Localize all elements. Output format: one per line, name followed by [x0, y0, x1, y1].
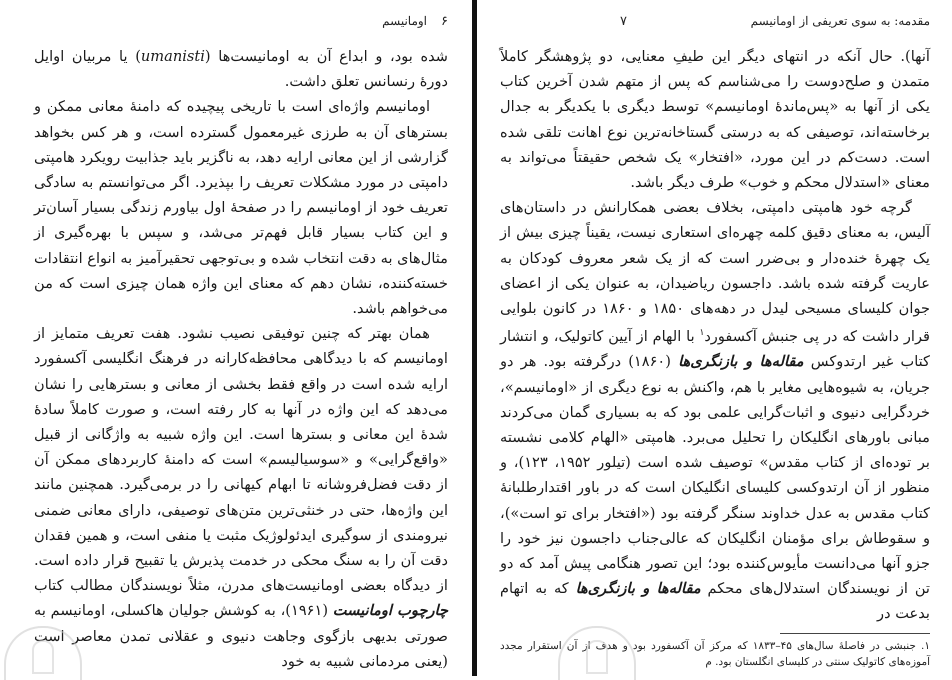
running-head-title-left: اومانیسم: [382, 14, 428, 28]
text-run: همان بهتر که چنین توفیقی نصیب نشود. هفت تعریف متمایز از اومانیسم که با دیدگاهی محافظه‌کارانه در فرهنگ انگلیسی آکسفورد ارایه شده است در واقع فقط بخشی از معانی و بسترهایی را نشان می‌دهد که این واژه در آنها به کار رفته است، و صورت کاملاً سادهٔ شدهٔ این معانی و بسترها است. این واژه شبیه به واژگانی از قبیل «واقع‌گرایی» و «سوسیالیسم» است که دامنهٔ کاربردهای ممکن آن از دقت فضل‌فروشانه تا ابهام کیهانی را در برمی‌گیرد. همچنین مانند این واژه‌ها، حتی در خنثی‌ترین متن‌های توصیفی، دارای معانی ضمنی نیرومندی از سوگیری ایدئولوژیک مثبت یا منفی است، و همین فقدان دقت آن را به سنگ محکی در خدمت پذیرش یا تقبیح قرار داده است. از دیدگاه بعضی اومانیست‌های مدرن، مثلاً نویسندگان مطالب کتاب: [34, 325, 448, 595]
paragraph: [34, 44, 448, 94]
text-run: (۱۸۶۰) درگرفته بود. هر دو جریان، به شیوه‌هایی مغایر با هم، واکنش به نوع دیگری از «اومانیسم»، خردگرایی دنیوی و اثبات‌گرایی علمی بود که به بسیاری گمان می‌کردند مبانی باورهای انگلیکان را تحلیل می‌برد. هامپتی «الهام کلامی نشسته بر توده‌ای از کتاب مقدس» توصیف شده است (تیلور ۱۹۵۲، ۱۲۳)، و منظور از آن ارتدوکسی کلیسای انگلیکان است که در باور اقتدارطلبانهٔ کتاب مقدس به عدل خداوند سنگر گرفته بود («افتخار برای تو است»)، و سقوطاش برای مؤمنان انگلیکان که عالی‌جناب داجسون نیز خود را جزو آنها می‌دانست مأیوس‌کننده بود؛ این تصور هنگامی پیش آمد که دو تن از نویسندگان استدلال‌های محکم: [500, 353, 930, 598]
text-run: آنها). حال آنکه در انتهای دیگر این طیفِ معنایی، دو پژوهشگر کاملاً متمدن و صلح‌دوست را می‌شناسم که پس از متهم شدن آخرین کتاب یکی از آنها به «پس‌ماندهٔ اومانیسم» توسط دیگری با یکدیگر به جدال برخاسته‌اند، توصیفی که به درستی گستاخانه‌ترین نوع اهانت تلقی شده است. دست‌کم در این مورد، «افتخار» یک شخص حقیقتاً می‌تواند به معنای «استدلال محکم و خوب» طرف دیگر باشد.: [500, 48, 930, 192]
left-body: [34, 44, 448, 674]
running-head-left: [34, 10, 448, 32]
text-run: ) یا مربیان اوایل دورهٔ رنسانس تعلق داشت.: [34, 48, 448, 91]
right-body: [500, 44, 930, 627]
left-page: [0, 0, 474, 676]
text-run: (۱۹۶۱)، به کوشش جولیان هاکسلی، اومانیسم به صورتی بدیهی بازگوی وجاهت دنیوی و عقلانی تمدن معاصر است (یعنی مردمانی شبیه به خود: [34, 602, 448, 670]
paragraph: [34, 94, 448, 321]
text-run: شده بود، و ابداع آن به اومانیست‌ها (: [204, 48, 448, 65]
paragraph: [500, 44, 930, 195]
emphasis-text: مقاله‌ها و بازنگری‌ها: [575, 580, 701, 598]
footnote-ref: ۱: [699, 328, 705, 339]
emphasis-text: umanisti: [140, 48, 205, 65]
paragraph: [500, 195, 930, 626]
running-head-title-right: مقدمه: به سوی تعریفی از اومانیسم: [750, 14, 930, 28]
page-number-right: ۷: [620, 13, 627, 29]
text-run: که به اتهام بدعت در: [500, 580, 930, 623]
right-page: [478, 0, 952, 676]
paragraph: [34, 321, 448, 674]
emphasis-text: چارچوب اومانیست: [332, 602, 448, 620]
text-run: با الهام از آیین کاتولیک، و انتشار کتاب غیر ارتدوکس: [500, 328, 930, 371]
footnote: ۱. جنبشی در فاصلهٔ سال‌های ۴۵–۱۸۳۳ که مرکز آن آکسفورد بود و هدف از آن استقرار مجدد آموزه‌های کاتولیک سنتی در کلیسای انگلستان بود. م: [500, 639, 930, 668]
text-run: گرچه خود هامپتی دامپتی، بخلاف بعضی همکارانش در داستان‌های آلیس، به معنای دقیق کلمه چهره‌ای استعاری نیست، یقیناً چیزی بیش از یک چهرهٔ خنده‌دار و بی‌ضرر است که از یک شعر معروف کودکان به عاریت گرفته شده باشد. داجسون ریاضیدان، به عنوان یکی از اعضای جوان کلیسای مسیحی لیدل در دهه‌های ۱۸۵۰ و ۱۸۶۰ در کانون بلوایی قرار داشت که در پی جنبش آکسفورد: [500, 199, 931, 346]
text-run: اومانیسم واژه‌ای است با تاریخی پیچیده که دامنهٔ معانی ممکن و بسترهای آن به طرزی غیرمعمول گسترده است، و هر کس بخواهد گزارشی از این معانی ارایه دهد، به ناگزیر باید جذابیت رویکرد هامپتی دامپتی در مورد مشکلات تعریف را بپذیرد. اگر می‌توانستم به سادگی تعریف خود از اومانیسم را در صفحهٔ اول بیاورم زندگی بسیار آسان‌تر و این کتاب بسیار قابل فهم‌تر می‌شد، و سپس با بهره‌گیری از مثال‌های به دقت انتخاب شده و بی‌توجهی تحقیرآمیز به انواع انتقادات خسته‌کننده، نشان دهم که معنای این واژه همان چیزی است که من می‌خواهم باشد.: [34, 98, 448, 318]
running-head-right: [500, 10, 930, 32]
emphasis-text: مقاله‌ها و بازنگری‌ها: [678, 353, 804, 371]
page-number-left: ۶: [441, 13, 448, 29]
book-spine: [472, 0, 477, 676]
footnote-rule: [780, 633, 930, 634]
